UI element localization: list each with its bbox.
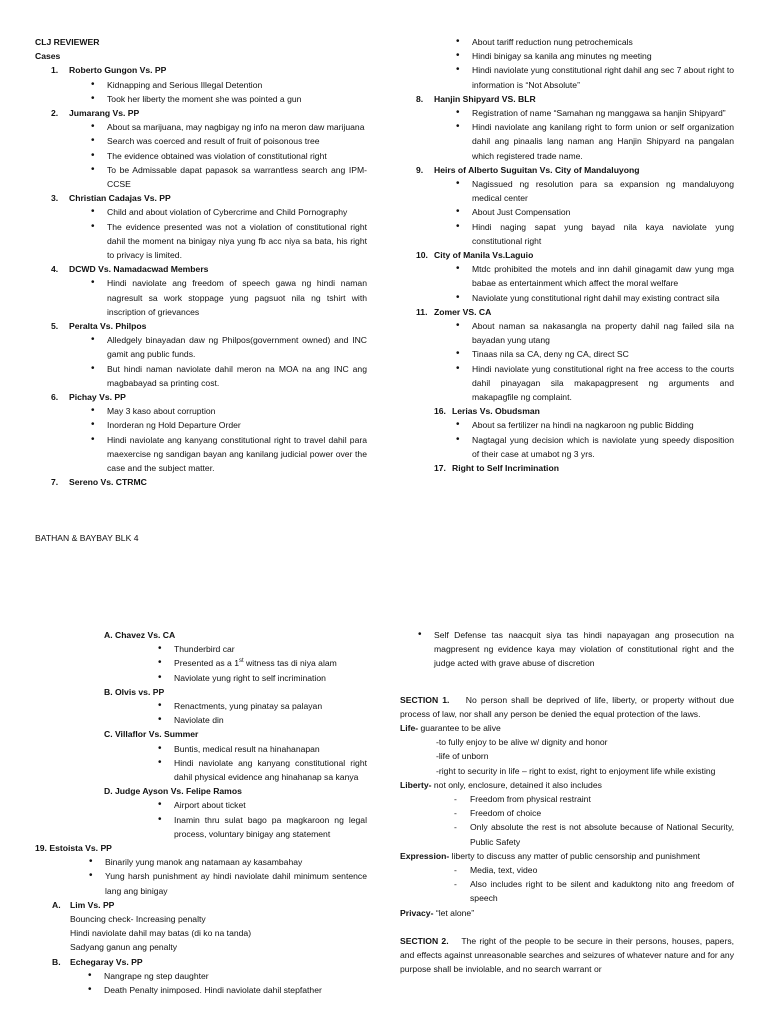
bullet-item: • Hindi naviolate ang kanilang right to form union or self organization dahil ang pinaalis lang naman ang Hanjin Shipyard na pangalan which registered trade name. xyxy=(454,120,734,163)
bullet-item: • Buntis, medical result na hinahanapan xyxy=(156,742,367,756)
case-letter: A. xyxy=(52,899,61,910)
case-5 xyxy=(35,319,367,390)
bullet-item: • Tinaas nila sa CA, deny ng CA, direct SC xyxy=(454,347,734,361)
subcase-bullets xyxy=(156,798,367,841)
bullet-item-witness: • Presented as a 1st witness tas di niya alam xyxy=(156,656,367,670)
case-bullets xyxy=(89,404,367,475)
case-title: Lerias Vs. Obudsman xyxy=(452,406,540,417)
bullet-item: • Hindi naging sapat yung bayad nila kaya naviolate yung constitutional right xyxy=(454,220,734,248)
life-item: -to fully enjoy to be alive w/ dignity and honor xyxy=(436,737,608,748)
left-case-list xyxy=(35,63,367,489)
note-line: Sadyang ganun ang penalty xyxy=(70,942,178,953)
bullet-item: • Search was coerced and result of fruit of poisonous tree xyxy=(89,134,367,148)
case-number: 19. xyxy=(35,843,47,854)
case-bullets xyxy=(89,333,367,390)
bullet-item: • Hindi naviolate ang freedom of speech gawa ng hindi naman nagresult sa work stoppage yung pagsuot nila ng tshirt with inscription of grievances xyxy=(89,276,367,319)
case-title: Zomer VS. CA xyxy=(434,306,492,317)
case-number: 6. xyxy=(51,392,59,403)
case-4 xyxy=(35,262,367,319)
bullet-item: • May 3 kaso about corruption xyxy=(89,404,367,418)
subcase-title: C. Villaflor Vs. Summer xyxy=(104,729,199,740)
case-bullets xyxy=(454,319,734,404)
case-9 xyxy=(400,163,734,248)
bullet-item: • Mtdc prohibited the motels and inn dahil ginagamit daw yung mga babae as entertainment which affect the moral welfare xyxy=(454,262,734,290)
case-title: Right to Self Incrimination xyxy=(452,463,559,474)
bullet-item: • Self Defense tas naacquit siya tas hindi napayagan ang prosecution na magpresent ng evidence kaya may violation of constitutional right and the judge acted with grave abuse of discretion xyxy=(416,628,734,671)
bullet-item: • Naviolate yung constitutional right dahil may existing contract sila xyxy=(454,291,734,305)
bullet-item: • Naviolate din xyxy=(156,713,367,727)
bullet-item: • But hindi naman naviolate dahil meron na MOA na ang INC ang magbabayad sa printing cost. xyxy=(89,362,367,390)
subcase xyxy=(35,784,367,841)
expression-item: - Media, text, video xyxy=(452,863,734,877)
section-1-text: No person shall be deprived of life, liberty, or property without due process of law, nor shall any person be denied the equal protection of the laws. xyxy=(400,694,734,719)
case-number: 16. xyxy=(434,406,446,417)
liberty-items xyxy=(452,792,734,849)
bullet-item: • The evidence presented was not a violation of constitutional right dahil the moment na binigay niya yung fb acc niya sa bata, his right to privacy is limited. xyxy=(89,220,367,263)
case-title: Hanjin Shipyard VS. BLR xyxy=(434,93,536,104)
case-10 xyxy=(400,248,734,305)
life-definition: Life- guarantee to be alive xyxy=(400,723,501,734)
case-continued-bullets xyxy=(416,628,734,671)
case-17 xyxy=(400,461,734,475)
subcase-bullets xyxy=(156,699,367,727)
bullet-item: • Inamin thru sulat bago pa magkaroon ng legal process, voluntary binigay ang statement xyxy=(156,813,367,841)
case-title: Echegaray Vs. PP xyxy=(70,956,143,967)
case-bullets xyxy=(89,276,367,319)
case-number: 7. xyxy=(51,477,59,488)
page1-left-column xyxy=(35,35,367,490)
case-bullets xyxy=(454,418,734,461)
term-label: Life- xyxy=(400,723,419,734)
case-8 xyxy=(400,92,734,163)
case-bullets xyxy=(87,855,367,898)
term-label: Privacy- xyxy=(400,907,434,918)
case-3 xyxy=(35,191,367,262)
bullet-item: • Registration of name “Samahan ng manggawa sa hanjin Shipyard” xyxy=(454,106,734,120)
document-title: CLJ REVIEWER xyxy=(35,37,100,47)
case-bullets xyxy=(454,262,734,305)
bullet-item: • To be Admissable dapat papasok sa warrantless search ang IPM-CCSE xyxy=(89,163,367,191)
case-title: Peralta Vs. Philpos xyxy=(69,321,147,332)
term-label: Expression- xyxy=(400,850,450,861)
liberty-definition: Liberty- not only, enclosure, detained it also includes xyxy=(400,779,602,790)
bullet-item: • Thunderbird car xyxy=(156,642,367,656)
case-11 xyxy=(400,305,734,404)
privacy-definition: Privacy- “let alone” xyxy=(400,907,475,918)
bullet-item: • Kidnapping and Serious Illegal Detention xyxy=(89,78,367,92)
case-number: 2. xyxy=(51,108,59,119)
bullet-item: • Alledgely binayadan daw ng Philpos(government owned) and INC gamit ang public funds. xyxy=(89,333,367,361)
page2-left-column xyxy=(35,628,367,997)
bullet-item: • Hindi binigay sa kanila ang minutes ng meeting xyxy=(454,49,734,63)
bullet-item: • Nagtagal yung decision which is naviolate yung speedy disposition of their case at umabot ng 3 yrs. xyxy=(454,433,734,461)
bullet-item: • Binarily yung manok ang natamaan ay kasambahay xyxy=(87,855,367,869)
note-line: Bouncing check- Increasing penalty xyxy=(70,914,206,925)
case-number: 8. xyxy=(416,93,424,104)
lim-case xyxy=(35,898,367,955)
case-2 xyxy=(35,106,367,191)
section-1 xyxy=(400,693,734,721)
liberty-item: - Only absolute the rest is not absolute because of National Security, Public Safety xyxy=(452,820,734,848)
bullet-item: • Airport about ticket xyxy=(156,798,367,812)
case-title: Lim Vs. PP xyxy=(70,899,115,910)
page1-right-column xyxy=(400,35,734,475)
bullet-item: • About sa marijuana, may nagbigay ng info na meron daw marijuana xyxy=(89,120,367,134)
case-number: 9. xyxy=(416,164,424,175)
case-1 xyxy=(35,63,367,106)
life-items xyxy=(400,735,734,778)
case-number: 11. xyxy=(416,306,428,317)
case-title: Estoista Vs. PP xyxy=(49,843,112,854)
liberty-item: - Freedom from physical restraint xyxy=(452,792,734,806)
case-title: Jumarang Vs. PP xyxy=(69,108,140,119)
case-bullets xyxy=(89,120,367,191)
expression-definition: Expression- liberty to discuss any matter of public censorship and punishment xyxy=(400,850,700,861)
subcase xyxy=(35,727,367,784)
case-bullets xyxy=(454,106,734,163)
case-6 xyxy=(35,390,367,475)
case-title: Christian Cadajas Vs. PP xyxy=(69,193,171,204)
case-title: City of Manila Vs.Laguio xyxy=(434,250,534,261)
bullet-item: • Hindi naviolate ang kanyang constitutional right to travel dahil para maexercise ng sandigan bayan ang kanilang judicial power over the case and the subject matter. xyxy=(89,433,367,476)
liberty-item: - Freedom of choice xyxy=(452,806,734,820)
bullet-item: • Yung harsh punishment ay hindi naviolate dahil minimum sentence lang ang binigay xyxy=(87,869,367,897)
case-title: Roberto Gungon Vs. PP xyxy=(69,65,167,76)
bullet-item: • Child and about violation of Cybercrime and Child Pornography xyxy=(89,205,367,219)
case-notes xyxy=(70,912,367,955)
life-item: -right to security in life – right to exist, right to enjoyment life while existing xyxy=(436,765,716,776)
echegaray-case xyxy=(35,955,367,998)
bullet-item: • Nangrape ng step daughter xyxy=(86,969,367,983)
case-number: 10. xyxy=(416,250,428,261)
case-number: 3. xyxy=(51,193,59,204)
subcase-bullets xyxy=(156,642,367,685)
subcase xyxy=(35,685,367,728)
right-case-list xyxy=(400,92,734,404)
page-footer: BATHAN & BAYBAY BLK 4 xyxy=(35,533,139,543)
bullet-item: • About sa fertilizer na hindi na nagkaroon ng public Bidding xyxy=(454,418,734,432)
bullet-item: • Death Penalty inimposed. Hindi naviolate dahil stepfather xyxy=(86,983,367,997)
bullet-item: • Hindi naviolate ang kanyang constitutional right dahil physical evidence ang hinahanap sa kanya xyxy=(156,756,367,784)
bullet-item: • Naviolate yung right to self incrimination xyxy=(156,671,367,685)
case-number: 4. xyxy=(51,264,59,275)
life-item: -life of unborn xyxy=(436,751,489,762)
subcase xyxy=(35,628,367,685)
case-title: Pichay Vs. PP xyxy=(69,392,126,403)
expression-items xyxy=(452,863,734,906)
term-label: Liberty- xyxy=(400,779,432,790)
bullet-item: • Renactments, yung pinatay sa palayan xyxy=(156,699,367,713)
bullet-item: • Took her liberty the moment she was pointed a gun xyxy=(89,92,367,106)
case-bullets xyxy=(89,205,367,262)
bullet-item: • The evidence obtained was violation of constitutional right xyxy=(89,149,367,163)
subcase-title: A. Chavez Vs. CA xyxy=(104,630,176,640)
subcase-bullets xyxy=(156,742,367,785)
section-2 xyxy=(400,934,734,977)
note-line: Hindi naviolate dahil may batas (di ko na tanda) xyxy=(70,928,252,939)
section-1-label: SECTION 1. xyxy=(400,694,450,705)
bullet-item: • About naman sa nakasangla na property dahil nag failed sila na bayadan yung utang xyxy=(454,319,734,347)
subcase-title: D. Judge Ayson Vs. Felipe Ramos xyxy=(104,786,242,797)
section-heading-cases: Cases xyxy=(35,51,61,62)
case-number: 17. xyxy=(434,463,446,474)
case-bullets xyxy=(89,78,367,106)
case-16 xyxy=(400,404,734,461)
case-number: 5. xyxy=(51,321,59,332)
case-number: 1. xyxy=(51,65,59,76)
case-bullets xyxy=(454,177,734,248)
subcase-title: B. Olvis vs. PP xyxy=(104,686,165,697)
bullet-item: • About tariff reduction nung petrochemicals xyxy=(454,35,734,49)
section-2-label: SECTION 2. xyxy=(400,935,449,946)
bullet-item: • Inorderan ng Hold Departure Order xyxy=(89,418,367,432)
case-title: Sereno Vs. CTRMC xyxy=(69,477,147,488)
self-incrimination-subcases xyxy=(35,628,367,841)
bullet-item: • Hindi naviolate yung constitutional right na free access to the courts dahil pinayagan sila makapagpresent ng arguments and makapagfile ng complaint. xyxy=(454,362,734,405)
expression-item: - Also includes right to be silent and kaduktong nito ang freedom of speech xyxy=(452,877,734,905)
case-title: DCWD Vs. Namadacwad Members xyxy=(69,264,209,275)
page2-right-column xyxy=(400,628,734,976)
bullet-item: • Hindi naviolate yung constitutional right dahil ang sec 7 about right to information is “Not Absolute” xyxy=(454,63,734,91)
bullet-item: • About Just Compensation xyxy=(454,205,734,219)
bullet-item: • Nagissued ng resolution para sa expansion ng mandaluyong medical center xyxy=(454,177,734,205)
case-7 xyxy=(35,475,367,489)
case-bullets xyxy=(86,969,367,997)
case-title: Heirs of Alberto Suguitan Vs. City of Mandaluyong xyxy=(434,164,640,175)
case-letter: B. xyxy=(52,956,61,967)
case7-continued-bullets xyxy=(454,35,734,92)
section-2-text: The right of the people to be secure in their persons, houses, papers, and effects against unreasonable searches and seizures of whatever nature and for any purpose shall be inviolable, and no search warrant or xyxy=(400,935,734,975)
case-19 xyxy=(35,841,367,898)
